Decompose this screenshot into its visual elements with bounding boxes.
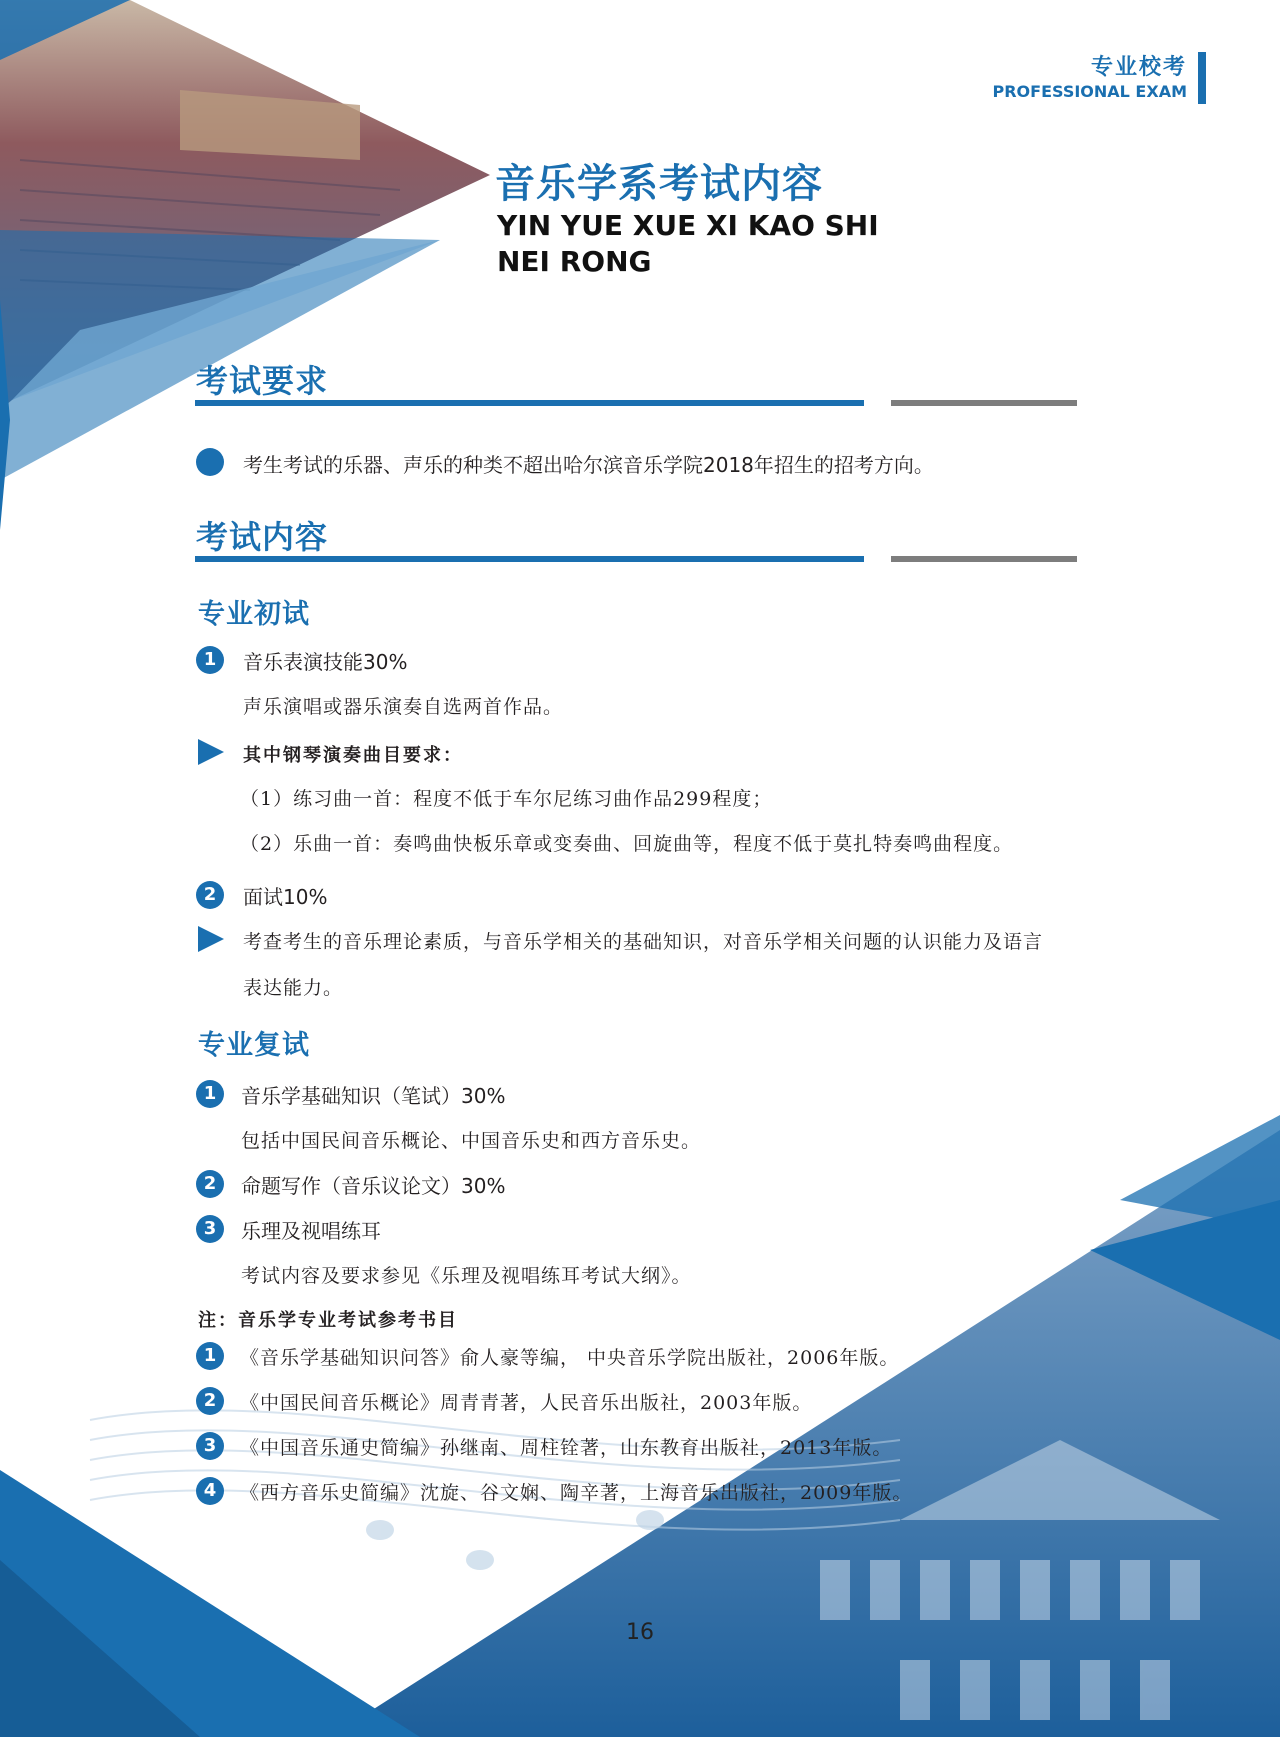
page-title-en-line2: NEI RONG: [497, 245, 652, 278]
section-rule-grey: [891, 400, 1077, 406]
header-section-en: PROFESSIONAL EXAM: [992, 82, 1187, 101]
piano-requirement-line: （2）乐曲一首：奏鸣曲快板乐章或变奏曲、回旋曲等，程度不低于莫扎特奏鸣曲程度。: [240, 833, 1014, 855]
reference-book: 《中国民间音乐概论》周青青著，人民音乐出版社，2003年版。: [240, 1392, 813, 1414]
number-badge: 1: [196, 1342, 224, 1370]
reference-book: 《中国音乐通史简编》孙继南、周柱铨著，山东教育出版社，2013年版。: [240, 1437, 893, 1459]
item-description: 包括中国民间音乐概论、中国音乐史和西方音乐史。: [241, 1130, 702, 1152]
requirements-text: 考生考试的乐器、声乐的种类不超出哈尔滨音乐学院2018年招生的招考方向。: [243, 453, 934, 477]
item-label: 命题写作（音乐议论文）30%: [241, 1174, 506, 1198]
item-label: 音乐学基础知识（笔试）30%: [241, 1084, 506, 1108]
subheading-retest: 专业复试: [198, 1030, 310, 1061]
item-label: 音乐表演技能30%: [243, 650, 408, 674]
item-description: 声乐演唱或器乐演奏自选两首作品。: [243, 696, 564, 718]
section-rule-blue: [195, 556, 864, 562]
piano-requirements-heading: 其中钢琴演奏曲目要求：: [243, 745, 463, 766]
interview-description: 表达能力。: [243, 977, 344, 999]
bullet-dot: [196, 448, 224, 476]
number-badge: 2: [196, 1387, 224, 1415]
section-heading-content: 考试内容: [196, 518, 329, 556]
interview-description: 考查考生的音乐理论素质，与音乐学相关的基础知识，对音乐学相关问题的认识能力及语言: [243, 931, 1044, 953]
item-label: 乐理及视唱练耳: [241, 1219, 381, 1243]
reference-book: 《西方音乐史简编》沈旋、谷文娴、陶辛著，上海音乐出版社，2009年版。: [240, 1482, 913, 1504]
reference-book: 《音乐学基础知识问答》俞人豪等编， 中央音乐学院出版社，2006年版。: [240, 1347, 900, 1369]
piano-requirement-line: （1）练习曲一首：程度不低于车尔尼练习曲作品299程度；: [240, 788, 773, 810]
number-badge: 2: [196, 1170, 224, 1198]
section-heading-requirements: 考试要求: [196, 362, 329, 400]
page-title-en-line1: YIN YUE XUE XI KAO SHI: [497, 209, 879, 242]
section-rule-blue: [195, 400, 864, 406]
header-section-cn: 专业校考: [1090, 55, 1187, 80]
number-badge: 3: [196, 1432, 224, 1460]
page-number: 16: [626, 1620, 654, 1645]
section-rule-grey: [891, 556, 1077, 562]
number-badge: 1: [196, 646, 224, 674]
number-badge: 1: [196, 1080, 224, 1108]
number-badge: 4: [196, 1477, 224, 1505]
number-badge: 3: [196, 1215, 224, 1243]
number-badge: 2: [196, 881, 224, 909]
arrow-bullet-icon: [198, 926, 224, 952]
item-label: 面试10%: [243, 885, 328, 909]
reference-heading: 注：音乐学专业考试参考书目: [198, 1310, 458, 1331]
page-title-en: [497, 208, 917, 280]
subheading-preliminary: 专业初试: [198, 599, 310, 630]
arrow-bullet-icon: [198, 739, 224, 765]
item-description: 考试内容及要求参见《乐理及视唱练耳考试大纲》。: [241, 1265, 692, 1287]
page-title-cn: 音乐学系考试内容: [495, 161, 823, 207]
header-accent-bar: [1198, 52, 1206, 104]
